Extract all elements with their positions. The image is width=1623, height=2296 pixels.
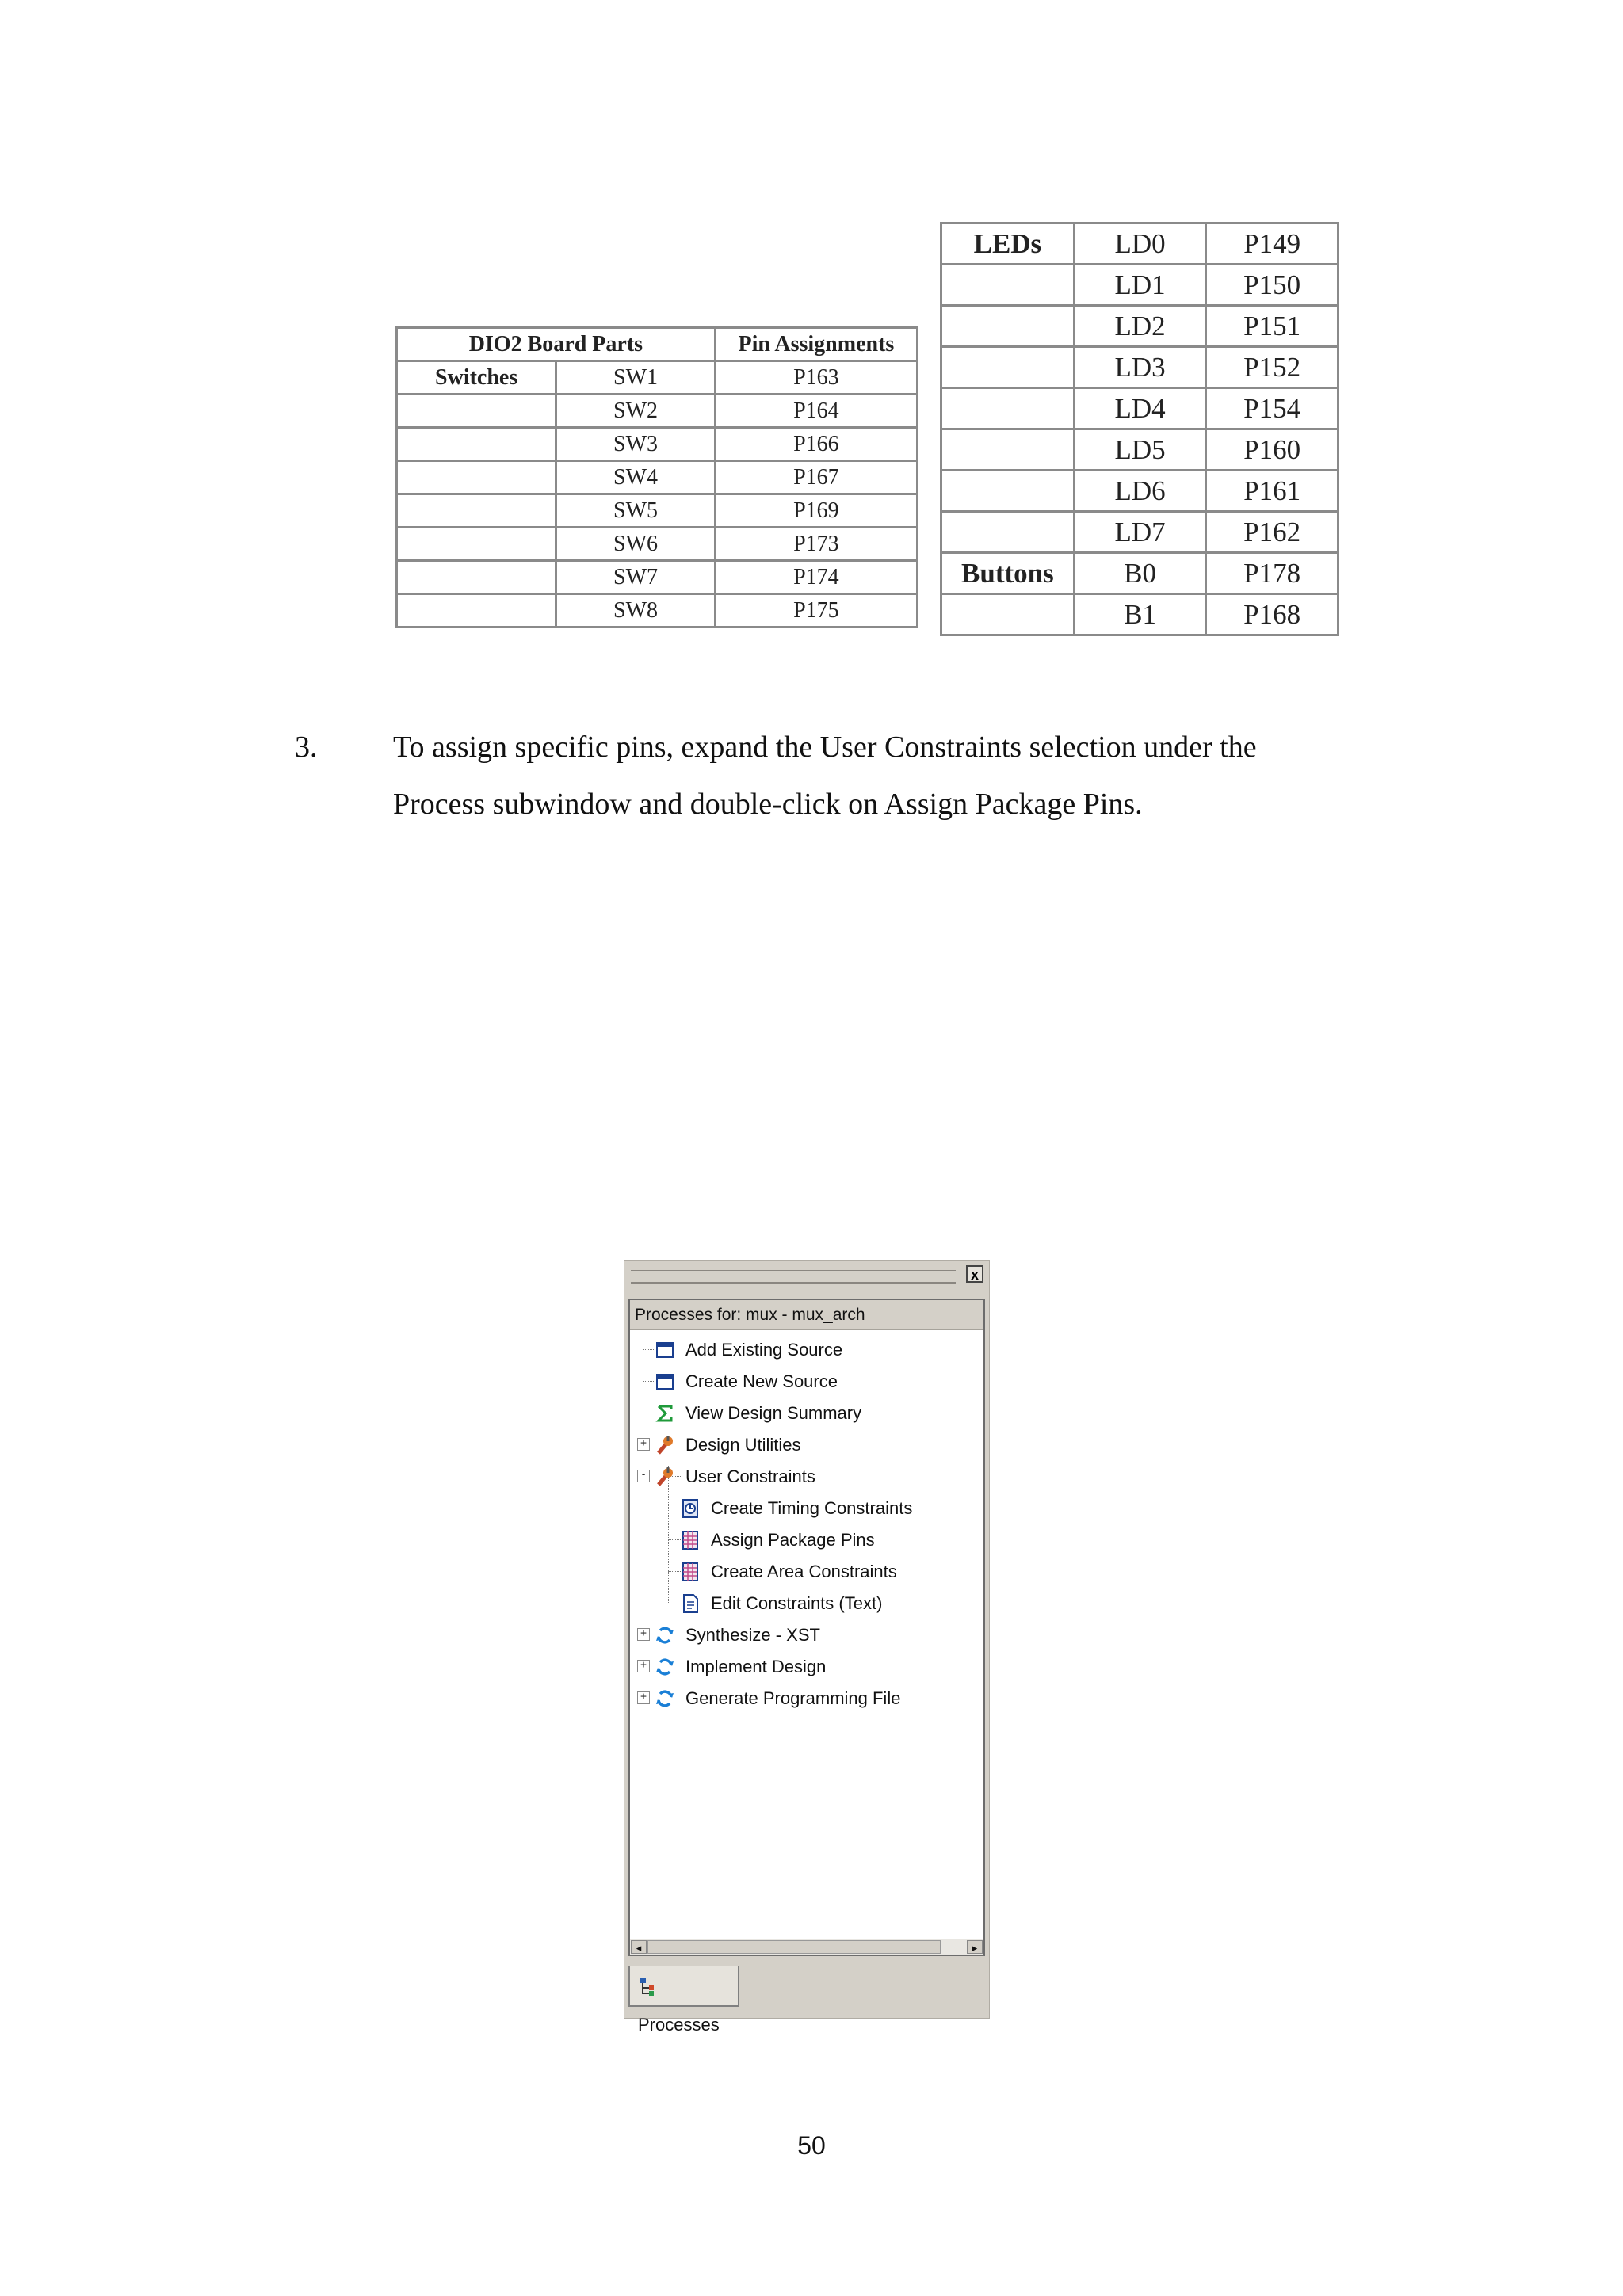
table-cell xyxy=(397,528,556,561)
table-cell: LD6 xyxy=(1074,471,1206,512)
table-cell: P166 xyxy=(715,428,917,461)
tree-item-label: Edit Constraints (Text) xyxy=(711,1593,883,1614)
tree-item-label: Assign Package Pins xyxy=(711,1530,875,1550)
table-cell: SW4 xyxy=(556,461,715,494)
tree-item-view-design-summary[interactable] xyxy=(655,1397,861,1428)
table-cell xyxy=(941,347,1075,388)
tree-item-design-utilities[interactable] xyxy=(655,1428,801,1460)
tree-item-add-existing-source[interactable] xyxy=(655,1333,842,1365)
tree-item-create-area-constraints[interactable] xyxy=(681,1555,897,1587)
tree-item-edit-constraints-text[interactable] xyxy=(681,1587,882,1619)
table-cell: LD3 xyxy=(1074,347,1206,388)
table-cell: P149 xyxy=(1206,223,1338,265)
table-cell: P151 xyxy=(1206,306,1338,347)
table-cell xyxy=(941,306,1075,347)
table-row xyxy=(941,306,1338,347)
grid-icon xyxy=(681,1561,700,1583)
table-cell xyxy=(397,461,556,494)
tab-label: Processes xyxy=(638,2015,720,2035)
step-line: To assign specific pins, expand the User Constraints selection under the xyxy=(393,730,1257,764)
tree-item-create-new-source[interactable] xyxy=(655,1365,838,1397)
refresh-icon xyxy=(655,1656,674,1678)
scroll-thumb[interactable] xyxy=(647,1940,941,1954)
tree-item-label: User Constraints xyxy=(685,1466,815,1487)
tree-item-implement-design[interactable] xyxy=(655,1650,826,1682)
table-cell: SW8 xyxy=(556,594,715,627)
table-cell: P178 xyxy=(1206,553,1338,594)
page-number: 50 xyxy=(797,2131,826,2160)
expand-toggle[interactable]: + xyxy=(637,1438,650,1451)
expand-toggle[interactable]: + xyxy=(637,1628,650,1641)
table-row xyxy=(397,561,918,594)
processes-header: Processes for: mux - mux_arch xyxy=(630,1300,983,1330)
table-cell xyxy=(941,429,1075,471)
table-cell xyxy=(397,494,556,528)
table-cell: P150 xyxy=(1206,265,1338,306)
table-cell: P164 xyxy=(715,395,917,428)
table-cell: Buttons xyxy=(941,553,1075,594)
table-cell xyxy=(941,388,1075,429)
document-icon xyxy=(681,1592,700,1615)
tree-item-create-timing-constraints[interactable] xyxy=(681,1492,912,1524)
scroll-left-button[interactable]: ◂ xyxy=(631,1940,647,1954)
table-cell xyxy=(941,594,1075,635)
table-row xyxy=(941,594,1338,635)
expand-toggle[interactable]: + xyxy=(637,1691,650,1704)
table-row xyxy=(941,265,1338,306)
table-cell: P169 xyxy=(715,494,917,528)
table-cell: SW2 xyxy=(556,395,715,428)
step-line: Process subwindow and double-click on Assign Package Pins. xyxy=(393,788,1143,821)
tab-processes[interactable] xyxy=(628,1966,739,2035)
timing-icon xyxy=(681,1497,700,1520)
expand-toggle[interactable]: + xyxy=(637,1660,650,1672)
table-cell: SW1 xyxy=(556,361,715,395)
tree-item-user-constraints[interactable] xyxy=(655,1460,815,1492)
table-cell: P162 xyxy=(1206,512,1338,553)
hierarchy-icon xyxy=(638,1976,655,1997)
table-cell: P174 xyxy=(715,561,917,594)
table-cell xyxy=(941,471,1075,512)
table-row xyxy=(941,429,1338,471)
table-cell: P175 xyxy=(715,594,917,627)
table-row xyxy=(941,223,1338,265)
window-icon xyxy=(655,1371,674,1393)
tools-icon xyxy=(655,1434,674,1456)
tools-icon xyxy=(655,1466,674,1488)
refresh-icon xyxy=(655,1624,674,1646)
table-row xyxy=(397,528,918,561)
table-cell: P160 xyxy=(1206,429,1338,471)
table-cell: P154 xyxy=(1206,388,1338,429)
table-cell xyxy=(397,428,556,461)
table-row xyxy=(397,361,918,395)
table-row xyxy=(397,395,918,428)
tree-item-label: Synthesize - XST xyxy=(685,1625,820,1646)
table-row xyxy=(397,494,918,528)
table-cell xyxy=(397,561,556,594)
table-row xyxy=(397,428,918,461)
table-cell: LD4 xyxy=(1074,388,1206,429)
tree-item-label: Add Existing Source xyxy=(685,1340,843,1360)
table-cell: P163 xyxy=(715,361,917,395)
tree-item-label: View Design Summary xyxy=(685,1403,862,1424)
sigma-icon xyxy=(655,1402,674,1425)
table-cell: P173 xyxy=(715,528,917,561)
tree-item-label: Generate Programming File xyxy=(685,1688,901,1709)
table-row xyxy=(941,471,1338,512)
horizontal-scrollbar[interactable] xyxy=(630,1939,983,1955)
table-cell: B0 xyxy=(1074,553,1206,594)
table-header-cell: Pin Assignments xyxy=(715,328,917,361)
tree-item-label: Create Area Constraints xyxy=(711,1562,897,1582)
scroll-right-button[interactable]: ▸ xyxy=(967,1940,983,1954)
tree-item-label: Design Utilities xyxy=(685,1435,801,1455)
table-cell: SW6 xyxy=(556,528,715,561)
tree-item-label: Create Timing Constraints xyxy=(711,1498,913,1519)
table-cell: LD2 xyxy=(1074,306,1206,347)
panel-grip[interactable] xyxy=(631,1270,956,1284)
table-header-cell: DIO2 Board Parts xyxy=(397,328,716,361)
table-row xyxy=(941,347,1338,388)
table-row xyxy=(941,388,1338,429)
table-row xyxy=(941,553,1338,594)
processes-panel xyxy=(624,1260,990,2035)
close-button[interactable]: x xyxy=(966,1265,983,1283)
table-cell xyxy=(941,512,1075,553)
table-cell: P168 xyxy=(1206,594,1338,635)
tree-item-synthesize-xst[interactable] xyxy=(655,1619,820,1650)
switch-pin-table xyxy=(395,326,918,628)
table-cell: P161 xyxy=(1206,471,1338,512)
tree-item-label: Implement Design xyxy=(685,1657,827,1677)
tree-item-generate-programming-file[interactable] xyxy=(655,1682,900,1714)
table-cell xyxy=(397,395,556,428)
table-row xyxy=(397,594,918,627)
table-cell: B1 xyxy=(1074,594,1206,635)
table-cell: SW5 xyxy=(556,494,715,528)
table-cell xyxy=(941,265,1075,306)
tree-item-assign-package-pins[interactable] xyxy=(681,1524,875,1555)
process-tree xyxy=(628,1299,985,1956)
table-row xyxy=(941,512,1338,553)
table-cell xyxy=(397,594,556,627)
tree-item-label: Create New Source xyxy=(685,1371,838,1392)
window-icon xyxy=(655,1339,674,1361)
table-cell: LD7 xyxy=(1074,512,1206,553)
table-cell: SW3 xyxy=(556,428,715,461)
led-button-pin-table xyxy=(940,222,1339,636)
table-cell: LD5 xyxy=(1074,429,1206,471)
table-cell: LD0 xyxy=(1074,223,1206,265)
grid-icon xyxy=(681,1529,700,1551)
table-cell: LD1 xyxy=(1074,265,1206,306)
refresh-icon xyxy=(655,1688,674,1710)
table-cell: P167 xyxy=(715,461,917,494)
table-cell: Switches xyxy=(397,361,556,395)
table-cell: LEDs xyxy=(941,223,1075,265)
step-number: 3. xyxy=(295,730,318,764)
table-row xyxy=(397,461,918,494)
table-cell: P152 xyxy=(1206,347,1338,388)
table-header-row xyxy=(397,328,918,361)
table-cell: SW7 xyxy=(556,561,715,594)
collapse-toggle[interactable]: - xyxy=(637,1470,650,1482)
step-instruction xyxy=(393,719,1376,833)
